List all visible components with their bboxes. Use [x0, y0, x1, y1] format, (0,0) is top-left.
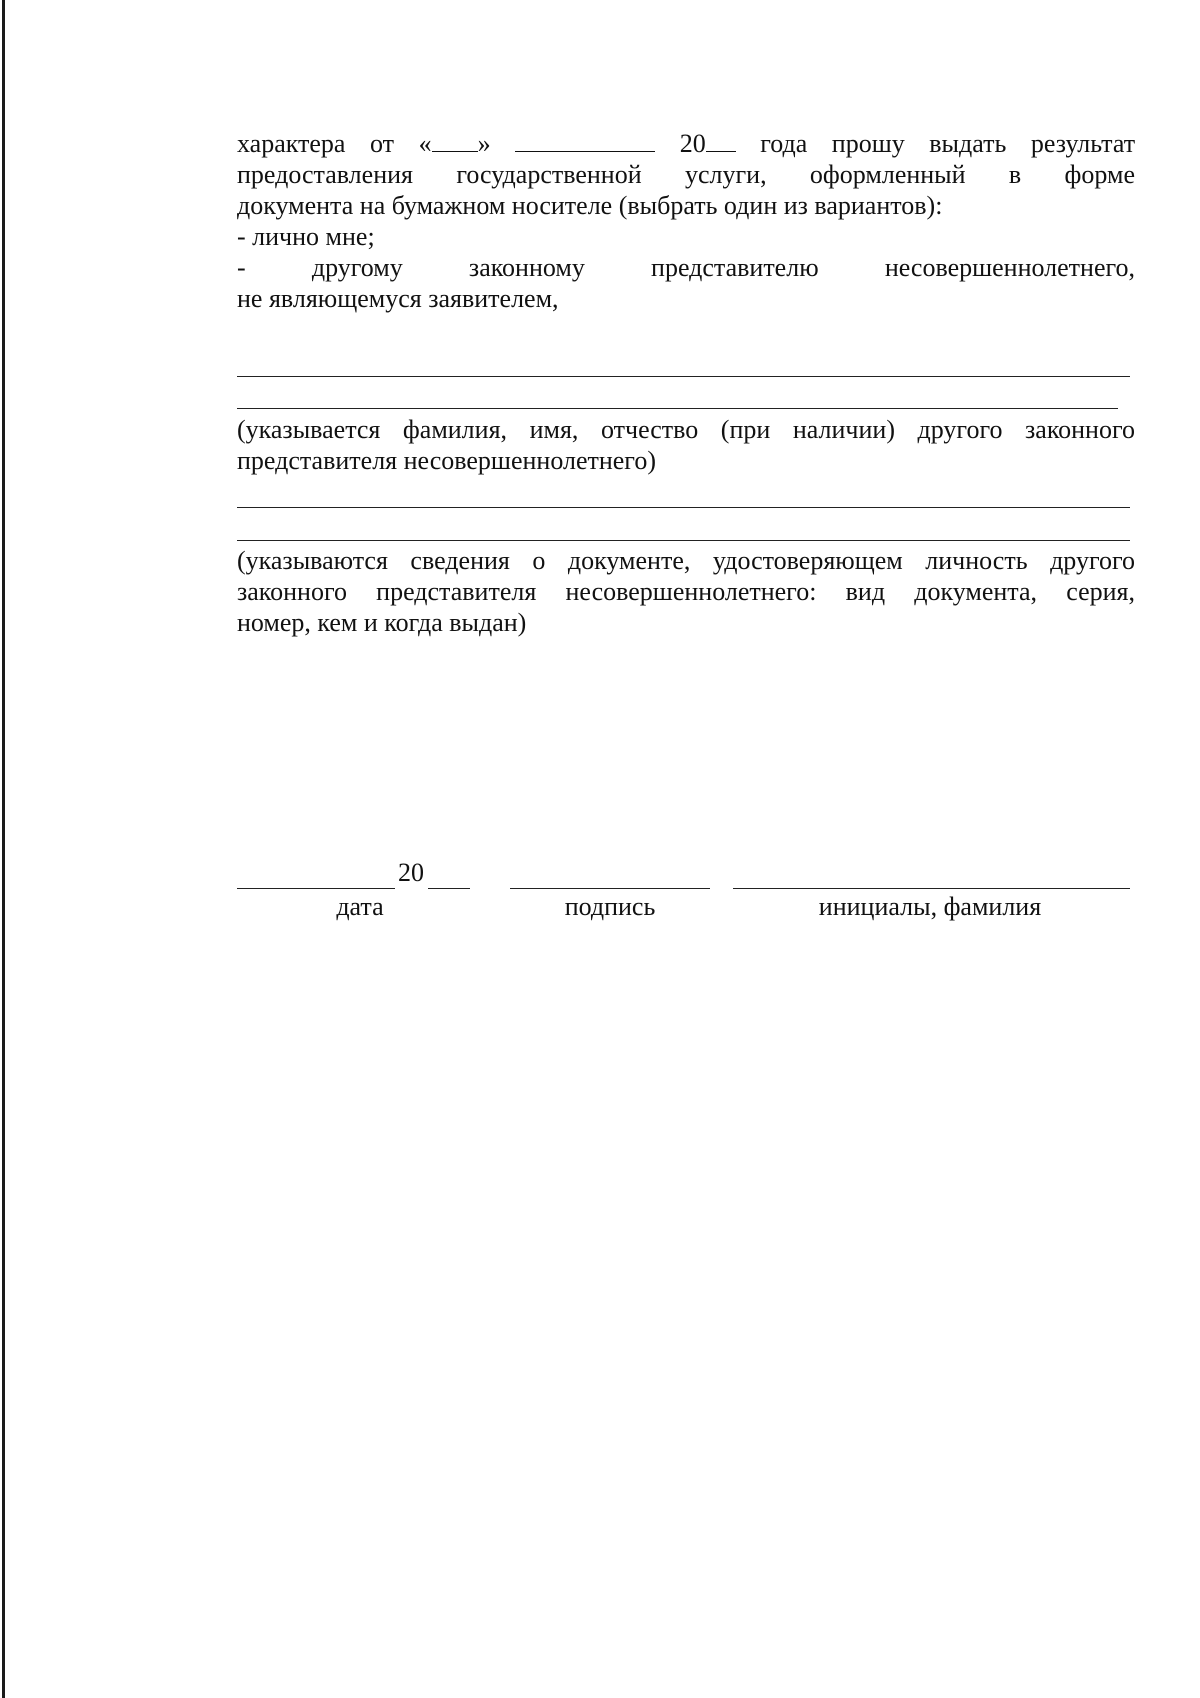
- signature-year-blank[interactable]: [428, 888, 470, 889]
- identity-document-line-2[interactable]: [237, 540, 1130, 541]
- option-personally[interactable]: - лично мне;: [237, 222, 375, 251]
- option-dash: -: [237, 253, 246, 282]
- text-fragment: законному: [468, 253, 585, 282]
- text-fragment: года прошу выдать результат: [760, 129, 1136, 158]
- representative-name-note: [237, 414, 1135, 476]
- representative-name-line-2[interactable]: [237, 408, 1118, 409]
- text-fragment: характера: [237, 129, 346, 158]
- identity-document-note: [237, 545, 1135, 638]
- signature-blank-line[interactable]: [510, 888, 710, 889]
- note-line: номер, кем и когда выдан): [237, 608, 527, 637]
- paragraph-line-2: предоставления государственной услуги, оформленный в форме: [237, 160, 1135, 189]
- text-fragment: представителю: [651, 253, 819, 282]
- date-label: дата: [336, 892, 384, 921]
- year-prefix: 20: [679, 129, 706, 158]
- application-paragraph: [237, 128, 1135, 314]
- text-fragment: несовершеннолетнего,: [884, 253, 1136, 282]
- representative-name-line-1[interactable]: [237, 376, 1130, 377]
- paragraph-line-3: документа на бумажном носителе (выбрать один из вариантов):: [237, 191, 943, 220]
- name-blank-line[interactable]: [733, 888, 1130, 889]
- signature-year-prefix: 20: [398, 858, 424, 887]
- text-fragment: другому: [311, 253, 403, 282]
- initials-surname-label: инициалы, фамилия: [818, 892, 1042, 921]
- signature-label: подпись: [564, 892, 656, 921]
- note-line: представителя несовершеннолетнего): [237, 446, 656, 475]
- scan-edge-line: [2, 0, 5, 1698]
- day-blank[interactable]: [432, 129, 478, 152]
- paragraph-line-1: [237, 128, 1135, 159]
- note-line: законного представителя несовершеннолетнего: вид документа, серия,: [237, 577, 1135, 606]
- quote-close: »: [477, 129, 491, 158]
- date-day-field[interactable]: [419, 129, 491, 158]
- date-blank-line[interactable]: [237, 888, 395, 889]
- option-other-representative-continued: не являющемуся заявителем,: [237, 284, 559, 313]
- note-line: (указываются сведения о документе, удостоверяющем личность другого: [237, 546, 1135, 575]
- month-blank[interactable]: [515, 129, 655, 152]
- option-other-representative[interactable]: [237, 252, 1135, 283]
- identity-document-line-1[interactable]: [237, 507, 1130, 508]
- note-line: (указывается фамилия, имя, отчество (при наличии) другого законного: [237, 415, 1135, 444]
- signature-year: [398, 858, 424, 888]
- year-blank[interactable]: [706, 129, 736, 152]
- year-field[interactable]: [680, 129, 736, 158]
- text-fragment: от: [370, 129, 395, 158]
- quote-open: «: [418, 129, 432, 158]
